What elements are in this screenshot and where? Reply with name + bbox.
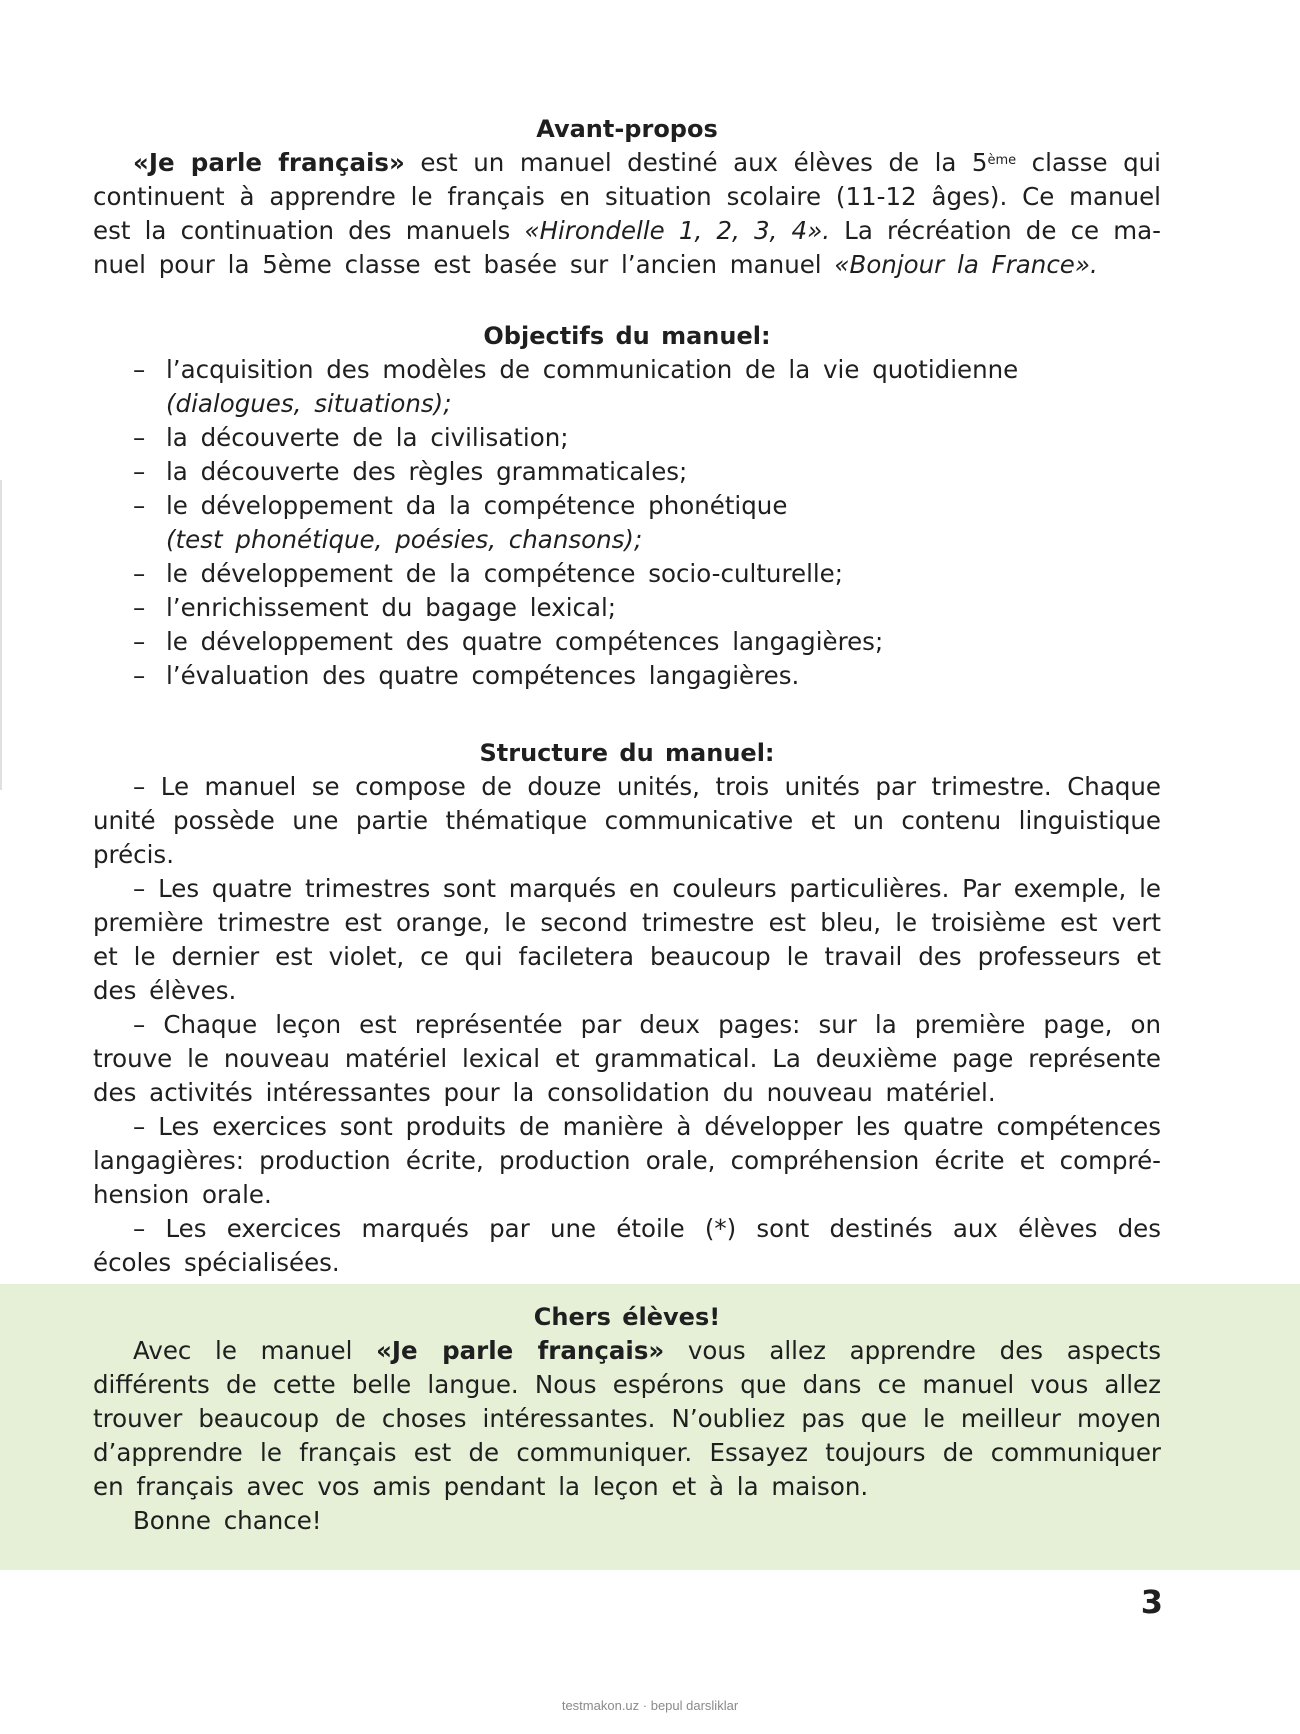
series-title: «Hirondelle 1, 2, 3, 4». [524,216,830,245]
dash-bullet: – [133,661,146,690]
list-item-detail: (test phonétique, poésies, chansons); [166,525,643,554]
dash-bullet: – [133,457,146,486]
list-item: – l’enrichissement du bagage lexical; [93,591,1161,625]
list-item: – la découverte de la civilisation; [93,421,1161,455]
avant-propos-paragraph [93,146,1161,282]
dash-bullet: – [133,355,146,384]
old-book-title: «Bonjour la France». [834,250,1098,279]
dash-bullet: – [133,593,146,622]
page-edge-mark [0,480,2,790]
list-item: – le développement des quatre compétences langagières; [93,625,1161,659]
structure-paragraph: – Les quatre trimestres sont marqués en couleurs particulières. Par exemple, le première trimestre est orange, le second trimestre est bleu, le troisième est vert et le dernier est violet, ce qui faciletera beaucoup le travail des professeurs et des élèves. [93,874,1161,1005]
list-item-detail: (dialogues, situations); [166,389,452,418]
list-item: – l’acquisition des modèles de communication de la vie quotidienne (dialogues, situations); [93,353,1161,421]
book-title: «Je parle français» [133,148,405,177]
structure-heading: Structure du manuel: [479,739,775,767]
structure-paragraph: – Les exercices sont produits de manière à développer les quatre compétences langagières: production écrite, production orale, compréhension écrite et compréhension orale. [93,1112,1161,1209]
structure-paragraph: – Les exercices marqués par une étoile (*) sont destinés aux élèves des écoles spécialisées. [93,1214,1161,1277]
dash-bullet: – [133,423,146,452]
structure-paragraph: – Le manuel se compose de douze unités, trois unités par trimestre. Chaque unité possède une partie thématique communicative et un contenu linguistique précis. [93,772,1161,869]
list-item: – l’évaluation des quatre compétences langagières. [93,659,1161,693]
avant-propos-text-1: est un manuel destiné aux élèves de la 5 [404,148,988,177]
objectifs-heading: Objectifs du manuel: [483,322,771,350]
dash-bullet: – [133,559,146,588]
list-item: – le développement da la compétence phonétique (test phonétique, poésies, chansons); [93,489,1161,557]
objectifs-section [93,319,1161,693]
page-number: 3 [1140,1583,1163,1621]
footer-watermark: testmakon.uz · bepul darsliklar [561,1698,739,1713]
superscript-eme: ème [987,153,1017,168]
avant-propos-heading: Avant-propos [536,115,718,143]
dash-bullet: – [133,627,146,656]
chers-eleves-paragraph: Avec le manuel «Je parle français» vous allez apprendre des aspects différents de cette belle langue. Nous espérons que dans ce manuel vous allez trouver beaucoup de choses intéressantes. N’oubliez pas que le meilleur moyen d’apprendre le français est de communiquer. Essayez toujours de communiquer en français avec vos amis pendant la leçon et à la maison. [93,1336,1161,1501]
dash-bullet: – [133,491,146,520]
avant-propos-text-2: classe qui continuent à apprendre le français en situation scolaire (11-12 âges). Ce manuel est la continuation des manuels [93,148,1161,245]
book-title: «Je parle français» [376,1336,665,1365]
structure-paragraph: – Chaque leçon est représentée par deux pages: sur la première page, on trouve le nouveau matériel lexical et grammatical. La deuxième page représente des activités intéressantes pour la consolidation du nouveau matériel. [93,1010,1161,1107]
objectifs-list [93,353,1161,693]
structure-section [93,736,1161,1280]
list-item: – le développement de la compétence socio-culturelle; [93,557,1161,591]
chers-eleves-heading: Chers élèves! [533,1303,721,1331]
avant-propos-section [93,112,1161,282]
list-item: – la découverte des règles grammaticales; [93,455,1161,489]
closing-line: Bonne chance! [133,1506,322,1535]
avant-propos-text-3: La récréation de ce manuel pour la 5ème classe est basée sur l’ancien manuel [93,216,1162,279]
chers-eleves-section [93,1300,1161,1538]
